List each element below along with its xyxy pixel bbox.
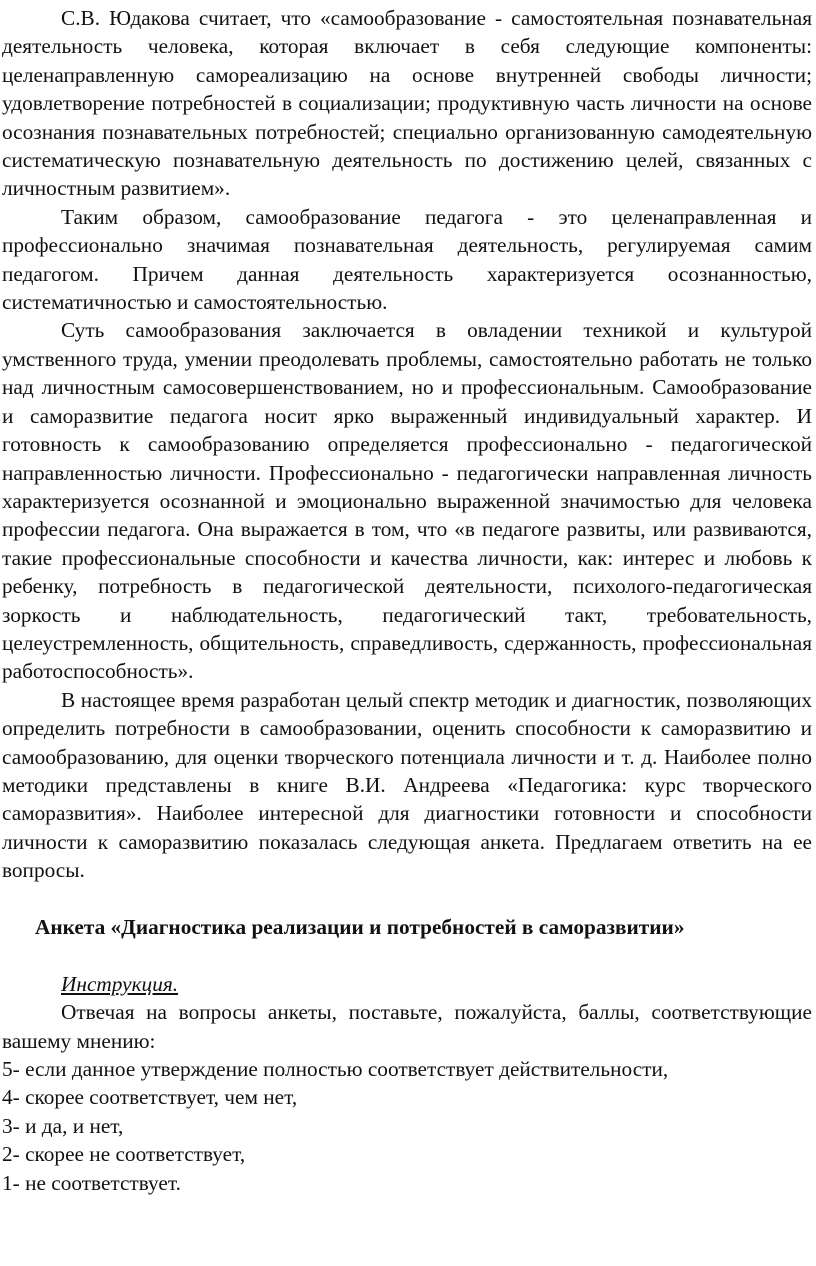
score-scale-list [2, 1055, 812, 1197]
paragraph-definition: Таким образом, самообразование педагога - это целенаправленная и профессионально значимая познавательная деятельность, регулируемая самим педагогом. Причем данная деятельность характеризуется осознанностью, систематичностью и самостоятельностью. [2, 204, 812, 315]
scale-item-3: 3- и да, и нет, [2, 1113, 124, 1138]
scale-item-2: 2- скорее не соответствует, [2, 1142, 246, 1167]
instruction-text: Отвечая на вопросы анкеты, поставьте, пожалуйста, баллы, соответствующие вашему мнению: [2, 1000, 812, 1053]
paragraph-essence: Суть самообразования заключается в овладении техникой и культурой умственного труда, умении преодолевать проблемы, самостоятельно работать не только над личностным самосовершенствованием, но и профессиональным. Самообразование и саморазвитие педагога носит ярко выраженный индивидуальный характер. И готовность к самообразованию определяется профессионально - педагогической направленностью личности. Профессионально - педагогически направленная личность характеризуется осознанной и эмоционально выраженной значимостью для человека профессии педагога. Она выражается в том, что «в педагоге развиты, или развиваются, такие профессиональные способности и качества личности, как: интерес и любовь к ребенку, потребность в педагогической деятельности, психолого-педагогическая зоркость и наблюдательность, педагогический такт, требовательность, целеустремленность, общительность, справедливость, сдержанность, профессиональная работоспособность». [2, 318, 812, 684]
instruction-label: Инструкция. [61, 971, 179, 996]
scale-item-5: 5- если данное утверждение полностью соответствует действительности, [2, 1057, 669, 1081]
paragraph-yudakova-quote: С.В. Юдакова считает, что «самообразование - самостоятельная познавательная деятельность человека, которая включает в себя следующие компоненты: целенаправленную самореализацию на основе внутренней свободы личности; удовлетворение потребностей в социализации; продуктивную часть личности на основе осознания познавательных потребностей; специально организованную самодеятельную систематическую познавательную деятельность по достижению целей, связанных с личностным развитием». [2, 6, 812, 201]
scale-item-1: 1- не соответствует. [2, 1170, 181, 1195]
questionnaire-heading: Анкета «Диагностика реализации и потребностей в саморазвитии» [35, 914, 685, 939]
paragraph-methods: В настоящее время разработан целый спектр методик и диагностик, позволяющих определить потребности в самообразовании, оценить способности к саморазвитию и самообразованию, для оценки творческого потенциала личности и т. д. Наиболее полно методики представлены в книге В.И. Андреева «Педагогика: курс творческого саморазвития». Наиболее интересной для диагностики готовности и способности личности к саморазвитию показалась следующая анкета. Предлагаем ответить на ее вопросы. [2, 687, 812, 883]
scale-item-4: 4- скорее соответствует, чем нет, [2, 1085, 298, 1110]
